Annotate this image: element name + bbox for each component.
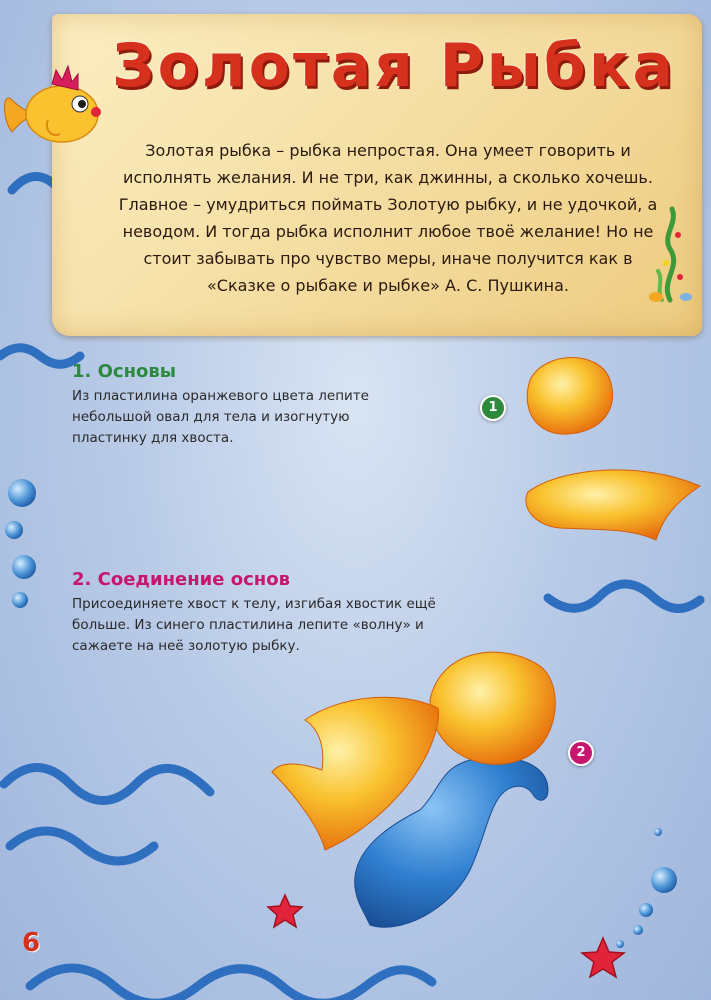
step-2-badge: 2 — [568, 740, 594, 766]
bubble-icon — [5, 479, 677, 948]
page-number: 6 — [22, 928, 41, 958]
goldfish-mascot-icon — [0, 60, 112, 160]
intro-text: Золотая рыбка – рыбка непростая. Она умеет говорить и исполнять желания. И не три, как джинны, а сколько хочешь. Главное – умудриться поймать Золотую рыбку, и не удочкой, а неводом. И тогда рыбка исполнит любое твоё желание! Но не стоит забывать про чувство меры, иначе получится как в «Сказке о рыбаке и рыбке» А. С. Пушкина. — [118, 141, 658, 295]
step-2-illustration — [272, 652, 555, 927]
page-title: Золотая Рыбка — [112, 31, 677, 101]
step-1-badge: 1 — [480, 395, 506, 421]
starfish-icon — [268, 895, 624, 977]
step-2-text: Присоединяете хвост к телу, изгибая хвостик ещё больше. Из синего пластилина лепите «волну» и сажаете на неё золотую рыбку. — [72, 596, 436, 654]
step-1-text: Из пластилина оранжевого цвета лепите небольшой овал для тела и изогнутую пластинку для хвоста. — [72, 388, 369, 446]
step-2-title: 2. Соединение основ — [72, 569, 290, 590]
step-1-illustration — [526, 358, 700, 541]
step-1-title: 1. Основы — [72, 361, 177, 382]
